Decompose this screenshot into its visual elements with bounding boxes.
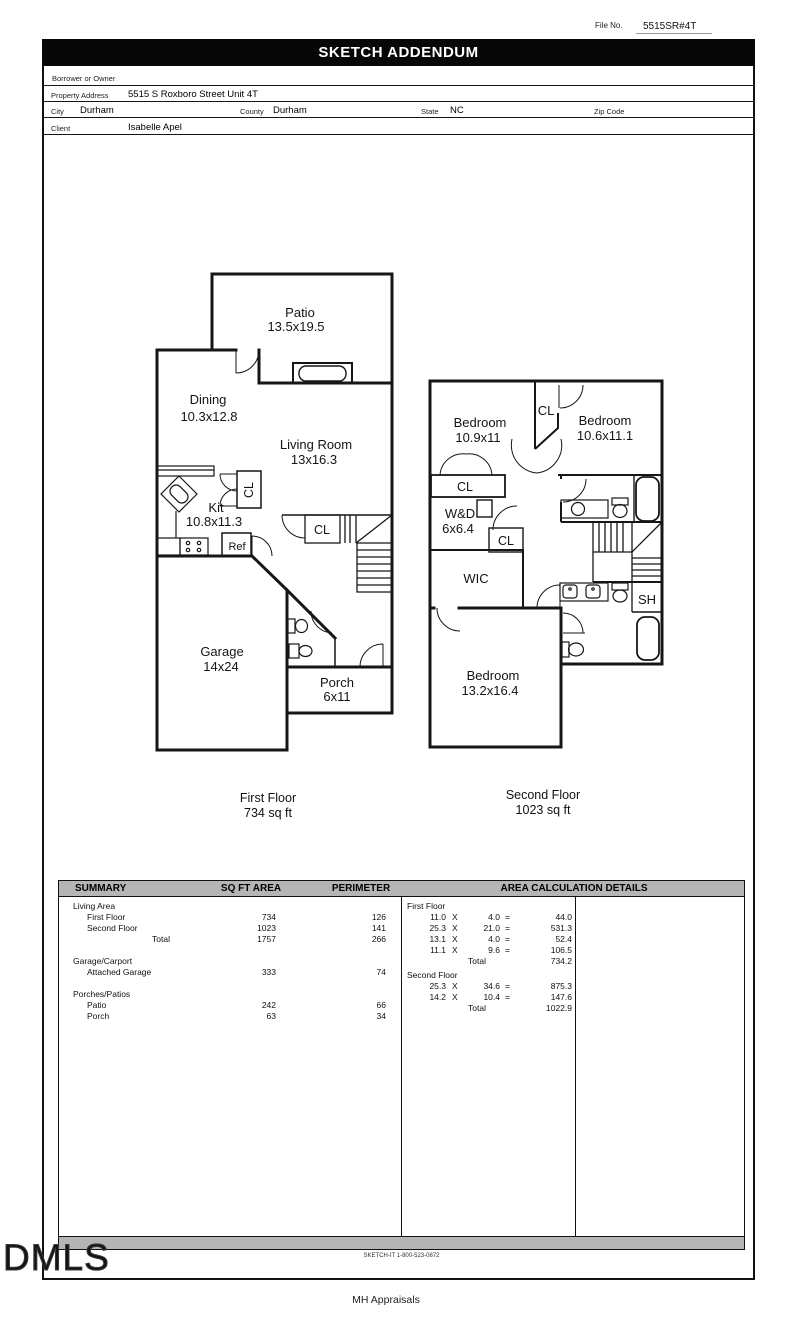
row-sqft: 1023 xyxy=(257,923,276,933)
closet-label-hall: CL xyxy=(498,534,514,548)
room-dims-garage: 14x24 xyxy=(203,659,239,674)
city-label: City xyxy=(51,107,64,116)
form-row-client xyxy=(44,118,753,135)
calc-b: 4.0 xyxy=(488,934,500,944)
state-label: State xyxy=(421,107,439,116)
calc-x: X xyxy=(452,912,458,922)
row-perimeter: 66 xyxy=(376,1000,386,1010)
calc-eq: = xyxy=(505,912,510,922)
fireplace-icon xyxy=(293,363,352,383)
closet-label-top: CL xyxy=(537,403,555,418)
room-label-living: Living Room xyxy=(279,437,353,452)
calc-eq: = xyxy=(505,923,510,933)
row-perimeter: 34 xyxy=(376,1011,386,1021)
calc-b: 9.6 xyxy=(488,945,500,955)
form-row-borrower xyxy=(44,66,753,86)
second-floor-caption xyxy=(423,788,663,817)
calc-a: 25.3 xyxy=(429,981,446,991)
toilet-icon xyxy=(288,619,295,633)
file-no-label: File No. xyxy=(595,21,623,30)
room-dims-kitchen: 10.8x11.3 xyxy=(185,514,243,529)
first-floor-plan xyxy=(150,262,398,762)
calc-eq: = xyxy=(505,945,510,955)
sink-icon xyxy=(289,644,299,658)
second-floor-area: 1023 sq ft xyxy=(515,802,571,817)
room-label-dining: Dining xyxy=(189,392,227,407)
calc-result: 52.4 xyxy=(555,934,572,944)
calc-result: 875.3 xyxy=(550,981,572,991)
room-dims-patio: 13.5x19.5 xyxy=(267,319,325,334)
calc-total: 1022.9 xyxy=(546,1003,572,1013)
property-address-label: Property Address xyxy=(51,91,109,100)
county-value: Durham xyxy=(273,105,307,116)
total-perimeter: 266 xyxy=(371,934,386,944)
row-perimeter: 141 xyxy=(371,923,386,933)
calc-a: 11.0 xyxy=(430,912,446,922)
room-dims-dining: 10.3x12.8 xyxy=(180,409,238,424)
calc-total-label: Total xyxy=(468,956,486,966)
borrower-label: Borrower or Owner xyxy=(52,74,116,83)
bathtub-icon xyxy=(636,477,659,521)
calc-x: X xyxy=(452,934,458,944)
toilet-icon xyxy=(612,583,628,590)
section-title: Garage/Carport xyxy=(73,956,133,966)
calc-b: 10.4 xyxy=(483,992,500,1002)
room-dims-living: 13x16.3 xyxy=(290,452,338,467)
room-dims-porch: 6x11 xyxy=(323,689,351,704)
room-label-wic: WIC xyxy=(463,571,489,586)
calc-x: X xyxy=(452,945,458,955)
row-label: Attached Garage xyxy=(87,967,152,977)
total-sqft: 1757 xyxy=(257,934,276,944)
row-sqft: 242 xyxy=(261,1000,276,1010)
summary-header: SUMMARY xyxy=(75,883,127,894)
form-row-city xyxy=(44,102,753,118)
row-label: Patio xyxy=(87,1000,107,1010)
total-label: Total xyxy=(152,934,170,944)
calc-x: X xyxy=(452,981,458,991)
closet-label-b1: CL xyxy=(457,480,473,494)
property-address-value: 5515 S Roxboro Street Unit 4T xyxy=(128,89,258,100)
room-dims-bedroom3: 13.2x16.4 xyxy=(461,683,519,698)
file-no-underline xyxy=(636,33,712,34)
room-label-wd: W&D xyxy=(444,506,476,521)
first-floor-caption xyxy=(148,791,388,820)
calc-eq: = xyxy=(505,981,510,991)
room-label-bedroom3: Bedroom xyxy=(466,668,520,683)
calc-result: 147.6 xyxy=(550,992,572,1002)
row-perimeter: 74 xyxy=(376,967,386,977)
county-label: County xyxy=(240,107,264,116)
calc-b: 4.0 xyxy=(488,912,500,922)
sink-icon xyxy=(563,585,577,598)
zip-label: Zip Code xyxy=(594,107,625,116)
section-title: Porches/Patios xyxy=(73,989,131,999)
form-row-property xyxy=(44,86,753,102)
room-label-patio: Patio xyxy=(285,305,315,320)
table-divider-1 xyxy=(401,897,402,1236)
room-label-porch: Porch xyxy=(320,675,354,690)
sink-icon xyxy=(572,503,585,516)
file-no-value: 5515SR#4T xyxy=(643,21,697,32)
sketch-credit: SKETCH-IT 1-800-523-0872 xyxy=(363,1253,440,1259)
row-label: First Floor xyxy=(87,912,126,922)
room-dims-bedroom1: 10.9x11 xyxy=(455,430,501,445)
stove-icon xyxy=(180,538,208,555)
first-floor-title: First Floor xyxy=(239,791,297,805)
calc-details-header: AREA CALCULATION DETAILS xyxy=(500,883,648,894)
brand-footer: MH Appraisals xyxy=(352,1294,420,1306)
calc-x: X xyxy=(452,992,458,1002)
first-floor-room-labels xyxy=(180,305,354,704)
row-sqft: 734 xyxy=(261,912,276,922)
page-title: SKETCH ADDENDUM xyxy=(42,39,755,66)
calc-result: 531.3 xyxy=(550,923,572,933)
calc-result: 44.0 xyxy=(555,912,572,922)
section-title: First Floor xyxy=(407,901,446,911)
first-floor-area: 734 sq ft xyxy=(244,805,292,820)
city-value: Durham xyxy=(80,105,114,116)
first-floor-walls xyxy=(157,274,392,750)
closet-label-stairs: CL xyxy=(314,523,330,537)
room-label-kitchen: Kit xyxy=(208,500,224,515)
calc-eq: = xyxy=(505,934,510,944)
section-title: Second Floor xyxy=(407,970,458,980)
row-sqft: 63 xyxy=(266,1011,276,1021)
calc-a: 25.3 xyxy=(429,923,446,933)
closet-label-kitchen: CL xyxy=(242,482,256,498)
watermark-text: DMLS xyxy=(3,1237,110,1278)
calc-b: 21.0 xyxy=(483,923,500,933)
sqft-header: SQ FT AREA xyxy=(220,883,282,894)
calc-eq: = xyxy=(505,992,510,1002)
half-bath-fixtures xyxy=(288,619,312,658)
kitchen-sink-icon xyxy=(161,476,197,512)
table-divider-2 xyxy=(575,897,576,1236)
ref-label: Ref xyxy=(228,541,246,553)
client-label: Client xyxy=(51,124,71,133)
section-title: Living Area xyxy=(73,901,116,911)
room-label-garage: Garage xyxy=(200,644,244,659)
row-perimeter: 126 xyxy=(371,912,386,922)
table-footer-bar xyxy=(58,1236,745,1250)
perimeter-header: PERIMETER xyxy=(331,883,391,894)
second-floor-plan xyxy=(420,372,670,754)
row-label: Second Floor xyxy=(87,923,138,933)
calc-a: 11.1 xyxy=(430,945,446,955)
row-label: Porch xyxy=(87,1011,110,1021)
kitchen-counter xyxy=(157,466,214,555)
room-label-bedroom1: Bedroom xyxy=(453,415,507,430)
calc-a: 14.2 xyxy=(429,992,446,1002)
bathtub-icon xyxy=(637,617,659,660)
room-label-shower: SH xyxy=(637,592,657,607)
calc-a: 13.1 xyxy=(429,934,446,944)
room-label-bedroom2: Bedroom xyxy=(578,413,632,428)
calc-x: X xyxy=(452,923,458,933)
row-sqft: 333 xyxy=(261,967,276,977)
second-floor-title: Second Floor xyxy=(505,788,581,802)
calc-b: 34.6 xyxy=(483,981,500,991)
calc-total: 734.2 xyxy=(550,956,572,966)
watermark xyxy=(0,1232,130,1282)
room-dims-wd: 6x6.4 xyxy=(442,521,474,536)
room-dims-bedroom2: 10.6x11.1 xyxy=(576,428,634,443)
sink-icon xyxy=(586,585,600,598)
client-value: Isabelle Apel xyxy=(128,122,182,133)
state-value: NC xyxy=(450,105,464,116)
calc-total-label: Total xyxy=(468,1003,486,1013)
table-header-bar xyxy=(58,880,745,897)
calc-result: 106.5 xyxy=(550,945,572,955)
